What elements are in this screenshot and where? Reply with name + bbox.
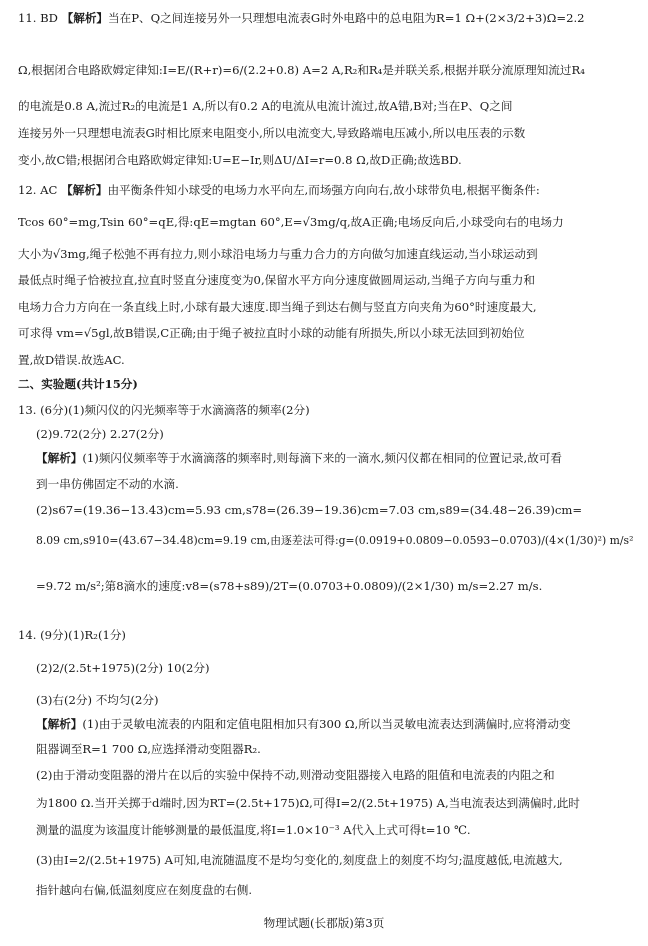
q13-line-6: 8.09 cm,s910=(43.67−34.48)cm=9.19 cm,由逐差法可得:g=(0.0919+0.0809−0.0593−0.0703)/(4×(1/30)²) m/s²	[36, 534, 634, 547]
q14-line-3: (3)右(2分) 不均匀(2分)	[36, 693, 159, 707]
q12-line-5: 电场力合力方向在一条直线上时,小球有最大速度.即当绳子到达右侧与竖直方向夹角为60°时速度最大,	[18, 300, 537, 314]
q14-line-2: (2)2/(2.5t+1975)(2分) 10(2分)	[36, 661, 210, 675]
q13-analysis-tag: 【解析】	[36, 451, 83, 465]
q13-line-2: (2)9.72(2分) 2.27(2分)	[36, 427, 164, 441]
q12-answer: 12. AC	[18, 183, 58, 197]
q14-line-9: (3)由I=2/(2.5t+1975) A可知,电流随温度不是均匀变化的,刻度盘上的刻度不均匀;温度越低,电流越大,	[36, 853, 563, 867]
q13-line-7: =9.72 m/s²;第8滴水的速度:v8=(s78+s89)/2T=(0.0703+0.0809)/(2×1/30) m/s=2.27 m/s.	[36, 579, 543, 593]
q14-line-10: 指针越向右偏,低温刻度应在刻度盘的右侧.	[36, 883, 253, 897]
q14-line-4: (1)由于灵敏电流表的内阻和定值电阻相加只有300 Ω,所以当灵敏电流表达到满偏时,应将滑动变	[82, 717, 571, 731]
q14-line-5: 阻器调至R=1 700 Ω,应选择滑动变阻器R₂.	[36, 742, 261, 756]
q14-line-1: 14. (9分)(1)R₂(1分)	[18, 628, 126, 642]
q13-line-4: 到一串仿佛固定不动的水滴.	[36, 477, 179, 491]
q14-analysis-tag: 【解析】	[36, 717, 83, 731]
q12-line-3: 大小为√3mg,绳子松弛不再有拉力,则小球沿电场力与重力合力的方向做匀加速直线运动,当小球运动到	[18, 247, 538, 261]
q11-line-2: Ω,根据闭合电路欧姆定律知:I=E/(R+r)=6/(2.2+0.8) A=2 A,R₂和R₄是并联关系,根据并联分流原理知流过R₄	[18, 63, 585, 77]
q11-line-1: 当在P、Q之间连接另外一只理想电流表G时外电路中的总电阻为R=1 Ω+(2×3/2+3)Ω=2.2	[108, 11, 585, 25]
q11-answer: 11. BD	[18, 11, 58, 25]
q14-line-8: 测量的温度为该温度计能够测量的最低温度,将I=1.0×10⁻³ A代入上式可得t=10 ℃.	[36, 823, 471, 837]
q12-analysis-tag: 【解析】	[61, 183, 108, 197]
q12-line-7: 置,故D错误.故选AC.	[18, 353, 125, 367]
q11-line-4: 连接另外一只理想电流表G时相比原来电阻变小,所以电流变大,导致路端电压减小,所以电压表的示数	[18, 126, 526, 140]
q14-line-6: (2)由于滑动变阻器的滑片在以后的实验中保持不动,则滑动变阻器接入电路的阻值和电流表的内阻之和	[36, 768, 555, 782]
q12-line-2: Tcos 60°=mg,Tsin 60°=qE,得:qE=mgtan 60°,E=√3mg/q,故A正确;电场反向后,小球受向右的电场力	[18, 215, 564, 229]
q13-line-3: (1)频闪仪频率等于水滴滴落的频率时,则每滴下来的一滴水,频闪仪都在相同的位置记录,故可看	[82, 451, 563, 465]
section-heading: 二、实验题(共计15分)	[18, 377, 138, 391]
q12-line-4: 最低点时绳子恰被拉直,拉直时竖直分速度变为0,保留水平方向分速度做圆周运动,当绳子方向与重力和	[18, 273, 535, 287]
q11-line-3: 的电流是0.8 A,流过R₂的电流是1 A,所以有0.2 A的电流从电流计流过,故A错,B对;当在P、Q之间	[18, 99, 513, 113]
page-footer: 物理试题(长郡版)第3页	[263, 916, 385, 930]
q13-line-1: 13. (6分)(1)频闪仪的闪光频率等于水滴滴落的频率(2分)	[18, 403, 310, 417]
q12-line-6: 可求得 vm=√5gl,故B错误,C正确;由于绳子被拉直时小球的动能有所损失,所以小球无法回到初始位	[18, 326, 525, 340]
q14-line-7: 为1800 Ω.当开关掷于d端时,因为RT=(2.5t+175)Ω,可得I=2/(2.5t+1975) A,当电流表达到满偏时,此时	[36, 796, 580, 810]
q11-line-5: 变小,故C错;根据闭合电路欧姆定律知:U=E−Ir,则ΔU/ΔI=r=0.8 Ω,故D正确;故选BD.	[18, 153, 462, 167]
q12-line-1: 由平衡条件知小球受的电场力水平向左,而场强方向向右,故小球带负电,根据平衡条件:	[107, 183, 540, 197]
q11-analysis-tag: 【解析】	[61, 11, 109, 25]
q13-line-5: (2)s67=(19.36−13.43)cm=5.93 cm,s78=(26.39−19.36)cm=7.03 cm,s89=(34.48−26.39)cm=	[36, 503, 583, 517]
